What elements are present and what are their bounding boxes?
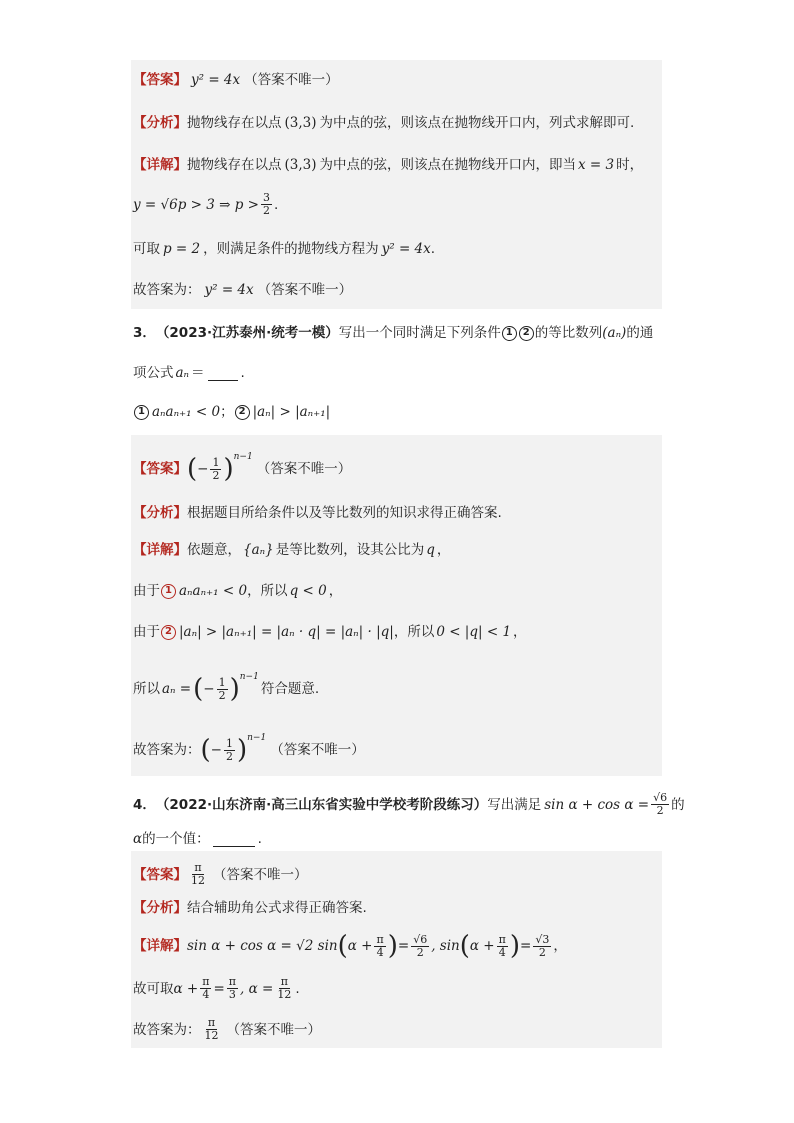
period: . <box>257 831 262 847</box>
analysis-text: 抛物线存在以点 <box>187 115 282 131</box>
right-paren: ) <box>229 674 240 704</box>
final-note: （答案不唯一） <box>257 282 353 298</box>
q2-take <box>133 240 435 258</box>
detail-math: x = 3 <box>578 157 615 173</box>
result: q < 0 <box>289 583 327 599</box>
stem-text: 写出满足 <box>487 796 542 813</box>
fraction <box>497 934 508 959</box>
fraction-numerator: π <box>498 932 506 946</box>
stem-text-2: 的等比数列 <box>534 325 603 341</box>
left-paren: ( <box>187 454 198 484</box>
fraction <box>189 862 207 887</box>
final-note: （答案不唯一） <box>270 742 365 758</box>
q2-detail <box>133 156 643 174</box>
line-text-2: 符合题意. <box>260 681 320 697</box>
fraction-denominator: 3 <box>228 988 236 1001</box>
circle-number-2: 2 <box>235 405 250 420</box>
stem-text-4: 项公式 <box>133 365 174 381</box>
stem-math: sin α + cos α = <box>544 796 650 813</box>
right-paren: ) <box>387 931 398 961</box>
final-text: 故答案为： <box>133 1021 201 1038</box>
analysis-text-2: 为中点的弦，则该点在抛物线开口内，列式求解即可. <box>319 115 635 131</box>
right-paren: ) <box>236 735 248 765</box>
fraction <box>200 976 211 1001</box>
left-paren: ( <box>459 931 470 961</box>
analysis-text: 结合辅助角公式求得正确答案. <box>187 900 367 916</box>
q2-analysis <box>133 114 634 132</box>
line-text: 由于 <box>133 624 160 640</box>
final-note: （答案不唯一） <box>226 1021 321 1038</box>
q3-stem-2 <box>133 364 245 382</box>
fraction-denominator: 12 <box>191 874 205 887</box>
condition-1: aₙaₙ₊₁ < 0 <box>152 404 221 420</box>
fraction <box>374 934 385 959</box>
right-paren: ) <box>223 454 234 484</box>
detail-text: 依题意， <box>187 542 241 558</box>
detail-inequality: y = √6p > 3 ⇒ p > <box>133 196 259 213</box>
take-text-2: ，则满足条件的抛物线方程为 <box>203 241 379 257</box>
comma: ， <box>513 624 527 640</box>
analysis-text: 根据题目所给条件以及等比数列的知识求得正确答案. <box>187 505 502 521</box>
line-text: 由于 <box>133 583 160 599</box>
fraction-denominator: 2 <box>416 945 424 959</box>
answer-tag: 【答案】 <box>133 72 187 88</box>
fraction-numerator: 1 <box>218 675 226 689</box>
sequence-term: aₙ <box>175 365 190 381</box>
answer-tag: 【答案】 <box>133 866 187 883</box>
fraction-denominator: 12 <box>277 988 292 1001</box>
answer-blank[interactable] <box>208 366 238 381</box>
fraction-numerator: 1 <box>225 736 233 750</box>
detail-math: sin α + cos α = √2 sin <box>187 938 338 954</box>
question-source: （2022·山东济南·高三山东省实验中学校考阶段练习） <box>155 796 488 813</box>
line-text-2: ，所以 <box>247 583 288 599</box>
comma: ， <box>328 583 343 599</box>
detail-math-2: α + <box>347 938 373 954</box>
question-number: 4． <box>133 796 156 813</box>
circle-number-1: 1 <box>502 326 517 341</box>
exponent: n−1 <box>239 672 259 682</box>
q3-conditions <box>133 403 330 421</box>
equals-sign: = <box>213 980 225 997</box>
equals-sign: = <box>397 938 410 954</box>
detail-math-3: , sin <box>431 938 460 954</box>
detail-point: (3,3) <box>284 157 317 173</box>
q4-analysis <box>133 899 367 917</box>
fraction <box>533 934 551 959</box>
sequence-set: {aₙ} <box>243 542 274 558</box>
analysis-tag: 【分析】 <box>133 900 187 916</box>
comma: ， <box>553 938 567 954</box>
final-text: 故答案为： <box>133 742 201 758</box>
final-math: y² = 4x <box>204 282 254 298</box>
q4-take <box>133 976 300 1001</box>
stem-text: 写出一个同时满足下列条件 <box>338 325 501 341</box>
stem-text-3: 的通 <box>626 325 654 341</box>
detail-text: 抛物线存在以点 <box>187 157 282 173</box>
fraction-numerator: π <box>280 975 288 988</box>
period: . <box>430 241 436 257</box>
period: . <box>295 980 300 997</box>
detail-text-3: 时， <box>616 157 644 173</box>
sequence-symbol: (aₙ) <box>602 325 627 341</box>
line-text: 所以 <box>133 681 160 697</box>
q3-line1 <box>133 582 342 600</box>
question-number: 3． <box>133 325 156 341</box>
detail-tag: 【详解】 <box>133 542 187 558</box>
left-paren: ( <box>337 931 348 961</box>
solution-block-q2 <box>131 60 662 309</box>
minus-sign: − <box>203 681 215 697</box>
fraction-denominator: 4 <box>202 988 210 1001</box>
fraction-denominator: 4 <box>376 945 384 959</box>
equals-sign: = <box>520 938 532 954</box>
take-text: 故可取 <box>133 980 174 997</box>
answer-note: （答案不唯一） <box>256 461 352 477</box>
fraction-numerator: √6 <box>413 932 428 946</box>
q3-detail <box>133 541 450 559</box>
final-text: 故答案为： <box>133 282 201 298</box>
fraction-numerator: π <box>376 932 384 946</box>
question-source: （2023·江苏泰州·统考一模） <box>155 325 339 341</box>
q4-detail <box>133 933 567 959</box>
q3-final <box>133 733 365 765</box>
fraction <box>261 192 272 217</box>
fraction-denominator: 2 <box>538 945 546 959</box>
answer-blank[interactable] <box>213 832 255 847</box>
condition-2: |aₙ| > |aₙ₊₁| <box>252 404 331 420</box>
left-paren: ( <box>193 674 204 704</box>
minus-sign: − <box>197 461 209 477</box>
ratio-symbol: q <box>426 542 435 558</box>
take-math: p = 2 <box>163 241 201 257</box>
detail-text-2: 为中点的弦，则该点在抛物线开口内，即当 <box>319 157 577 173</box>
fraction-numerator: π <box>228 975 237 988</box>
fraction-numerator: √3 <box>535 932 550 946</box>
q2-final <box>133 281 352 299</box>
circle-number-1: 1 <box>134 405 149 420</box>
exponent: n−1 <box>233 452 253 462</box>
detail-tag: 【详解】 <box>133 157 187 173</box>
circle-number-2: 2 <box>161 625 176 640</box>
comma: ， <box>436 542 451 558</box>
period: . <box>273 196 279 213</box>
solution-block-q3 <box>131 435 662 776</box>
answer-note: （答案不唯一） <box>213 866 308 883</box>
result: 0 < |q| < 1 <box>436 624 512 640</box>
exponent: n−1 <box>247 733 267 743</box>
period: . <box>240 365 245 381</box>
answer-math: y² = 4x <box>191 72 241 88</box>
q4-final <box>133 1017 321 1042</box>
q4-answer <box>133 862 308 887</box>
q3-stem <box>133 324 653 342</box>
analysis-tag: 【分析】 <box>133 505 187 521</box>
take-math-2: , α = <box>240 980 274 997</box>
fraction-numerator: π <box>207 1016 216 1029</box>
fraction-numerator: 3 <box>262 191 270 204</box>
stem-text-2: 的 <box>671 796 685 813</box>
detail-text-2: 是等比数列，设其公比为 <box>275 542 425 558</box>
fraction <box>224 738 235 763</box>
left-paren: ( <box>200 735 211 765</box>
fraction <box>210 457 221 482</box>
stem-text-3: 的一个值： <box>142 831 210 847</box>
alpha-symbol: α <box>133 831 143 847</box>
fraction <box>217 677 228 702</box>
take-text: 可取 <box>133 241 160 257</box>
analysis-point: (3,3) <box>284 115 317 131</box>
q4-stem-2 <box>133 830 262 848</box>
q3-analysis <box>133 504 502 522</box>
q3-line3 <box>133 672 320 704</box>
condition-2-chain: |aₙ| > |aₙ₊₁| = |aₙ · q| = |aₙ| · |q| <box>179 624 394 640</box>
fraction-numerator: 1 <box>212 455 220 469</box>
q3-line2 <box>133 623 527 641</box>
q2-detail-ineq <box>133 192 278 217</box>
answer-note: （答案不唯一） <box>244 72 339 88</box>
line-text-2: ，所以 <box>393 624 435 640</box>
take-math: α + <box>173 980 199 997</box>
fraction-numerator: π <box>194 861 202 874</box>
circle-number-2: 2 <box>519 326 534 341</box>
answer-tag: 【答案】 <box>133 461 187 477</box>
q4-stem <box>133 792 685 817</box>
fraction-denominator: 2 <box>218 688 226 702</box>
fraction <box>227 976 238 1001</box>
fraction-denominator: 2 <box>225 749 233 763</box>
sequence-term: aₙ = <box>162 681 192 697</box>
detail-math-4: α + <box>469 938 495 954</box>
minus-sign: − <box>210 742 222 758</box>
q2-answer <box>133 71 339 89</box>
analysis-tag: 【分析】 <box>133 115 187 131</box>
fraction <box>203 1017 221 1042</box>
fraction-denominator: 2 <box>656 804 664 817</box>
fraction <box>275 976 293 1001</box>
fraction-denominator: 2 <box>212 468 220 482</box>
fraction-denominator: 12 <box>204 1029 219 1042</box>
q3-answer <box>133 452 352 484</box>
fraction <box>411 934 429 959</box>
separator: ； <box>220 404 234 420</box>
circle-number-1: 1 <box>161 584 176 599</box>
right-paren: ) <box>509 931 521 961</box>
fraction-numerator: π <box>202 975 210 988</box>
take-equation: y² = 4x <box>381 241 431 257</box>
fraction-denominator: 4 <box>498 945 506 959</box>
fraction-denominator: 2 <box>262 204 270 217</box>
equals-sign: ＝ <box>191 365 205 381</box>
condition-1: aₙaₙ₊₁ < 0 <box>179 583 248 599</box>
fraction-numerator: √6 <box>653 791 668 804</box>
fraction <box>651 792 669 817</box>
detail-tag: 【详解】 <box>133 938 187 954</box>
